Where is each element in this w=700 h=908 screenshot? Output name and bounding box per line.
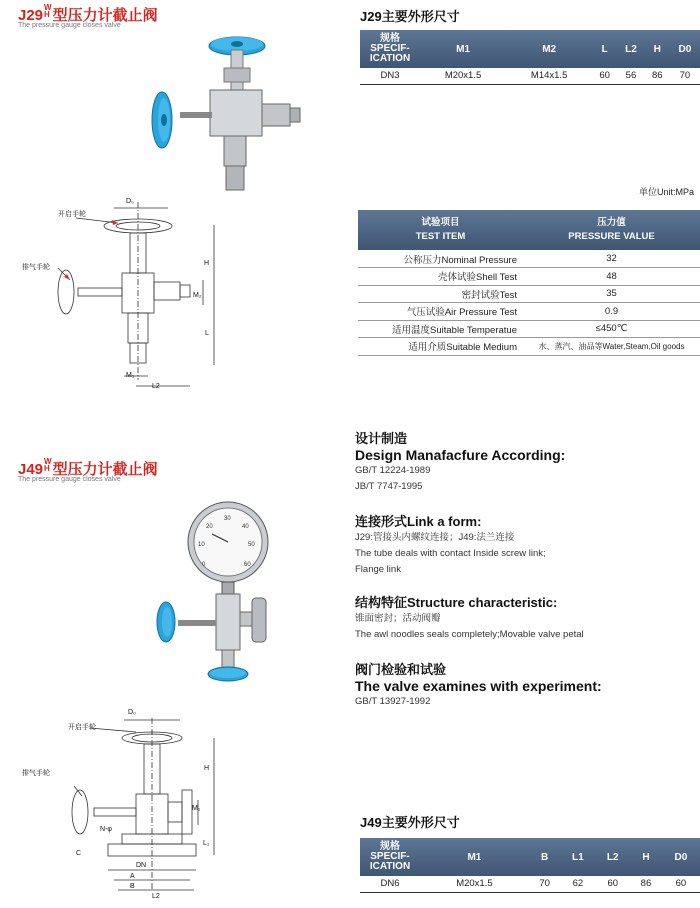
table-row: 气压试验Air Pressure Test 0.9	[358, 303, 700, 321]
gauge-tick-label: 40	[242, 524, 249, 530]
valve-exam-heading-en: The valve examines with experiment:	[355, 678, 602, 694]
j29-h-label: H	[204, 260, 210, 267]
design-heading-en: Design Manafacfure According:	[355, 447, 566, 463]
j29-l-label: L	[205, 330, 209, 337]
j49-product-image	[150, 500, 290, 685]
j49-l2-label: L2	[152, 893, 160, 900]
table-header: 规格 SPECIF-ICATION	[360, 838, 420, 876]
j29-m2-label: M₂	[193, 292, 202, 299]
table-header: L2	[617, 30, 645, 68]
structure-heading: 结构特征Structure characteristic:	[355, 595, 558, 610]
test-item-header: 试验项目 TEST ITEM	[358, 210, 523, 250]
table-header: M1	[420, 838, 529, 876]
table-row: 公称压力Nominal Pressure 32	[358, 250, 700, 268]
j49-open-wheel-label: 开启手轮	[68, 724, 96, 731]
valve-exam-heading-cn: 阀门检验和试验	[355, 662, 447, 677]
test-table	[358, 210, 700, 356]
table-row: 壳体试验Shell Test 48	[358, 268, 700, 286]
table-header: L2	[595, 838, 630, 876]
j49-a-label: A	[130, 873, 135, 880]
j49-d0-label: D₀	[128, 709, 136, 716]
j29-l2-label: L2	[152, 383, 160, 390]
j49-vent-wheel-label: 排气手轮	[22, 770, 50, 777]
j29-title-en: The pressure gauge closes valve	[18, 22, 121, 29]
table-row: 适用介质Suitable Medium 水、蒸汽、油品等Water,Steam,Oil goods	[358, 338, 700, 356]
gauge-tick-label: 20	[206, 524, 213, 530]
j49-title: J49W H 型压力计截止阀	[18, 457, 158, 478]
gauge-tick-label: 10	[198, 542, 205, 548]
j49-dn-label: DN	[136, 862, 147, 869]
table-row: DN3 M20x1.5 M14x1.5 60 56 86 70	[360, 68, 700, 84]
j29-title: J29W H 型压力计截止阀	[18, 3, 158, 24]
j29-product-image	[140, 28, 320, 200]
gauge-tick-label: 50	[248, 542, 255, 548]
j49-title-en: The pressure gauge closes valve	[18, 476, 121, 483]
j29-m1-label: M₁	[126, 372, 135, 379]
table-header: D0	[670, 30, 700, 68]
table-row: 密封试验Test 35	[358, 285, 700, 303]
side-handwheel-icon	[157, 602, 175, 642]
pressure-value-header: 压力值 PRESSURE VALUE	[523, 210, 700, 250]
j49-tech-drawing	[18, 710, 218, 908]
side-handwheel-icon	[152, 92, 172, 148]
j49-n-label: N-φ	[100, 826, 112, 833]
table-header: B	[529, 838, 561, 876]
table-header: 规格 SPECIF-ICATION	[360, 30, 420, 68]
design-heading-cn: 设计制造	[355, 431, 408, 446]
j49-dims-table	[360, 838, 700, 893]
j49-b-label: B	[130, 883, 135, 890]
gauge-tick-label: 0	[202, 562, 206, 568]
table-header: D0	[662, 838, 700, 876]
table-header: M1	[420, 30, 506, 68]
j49-m1-label: M₁	[192, 805, 201, 812]
table-header: M2	[506, 30, 592, 68]
gauge-tick-label: 60	[244, 562, 251, 568]
unit-label: 单位Unit:MPa	[638, 187, 694, 197]
table-header: H	[645, 30, 670, 68]
j49-dims-title: J49主要外形尺寸	[360, 815, 460, 830]
handwheel-icon	[208, 667, 248, 681]
j49-l1-label: L₁	[203, 840, 210, 847]
j29-dims-table	[360, 30, 700, 85]
table-header: L	[592, 30, 617, 68]
j29-dims-title: J29主要外形尺寸	[360, 9, 460, 24]
j49-h-label: H	[204, 765, 210, 772]
table-header: L1	[560, 838, 595, 876]
table-row: 适用温度Suitable Temperatue ≤450℃	[358, 320, 700, 338]
j29-d0-label: D₀	[126, 198, 134, 205]
table-header: H	[630, 838, 662, 876]
link-form-heading: 连接形式Link a form:	[355, 514, 482, 529]
j29-vent-wheel-label: 排气手轮	[22, 264, 50, 271]
table-row: DN6 M20x1.5 70 62 60 86 60	[360, 876, 700, 892]
j29-open-wheel-label: 开启手轮	[58, 211, 86, 218]
j49-c-label: C	[76, 850, 82, 857]
gauge-tick-label: 30	[224, 516, 231, 522]
j29-tech-drawing	[18, 190, 218, 400]
design-info: 设计制造 Design Manafacfure According: GB/T 12224-1989 JB/T 7747-1995 连接形式Link a form: J29:管接头内螺纹连接；J49:法兰连接 The tube deals with contact Inside screw link; Flange link 结构特征Structure characteristic: 锥面密封；活动阀瓣 The awl noodles seals completely;Movable valve petal 阀门检验和试验 The valve examines with experiment: GB/T 13927-1992	[355, 428, 695, 710]
